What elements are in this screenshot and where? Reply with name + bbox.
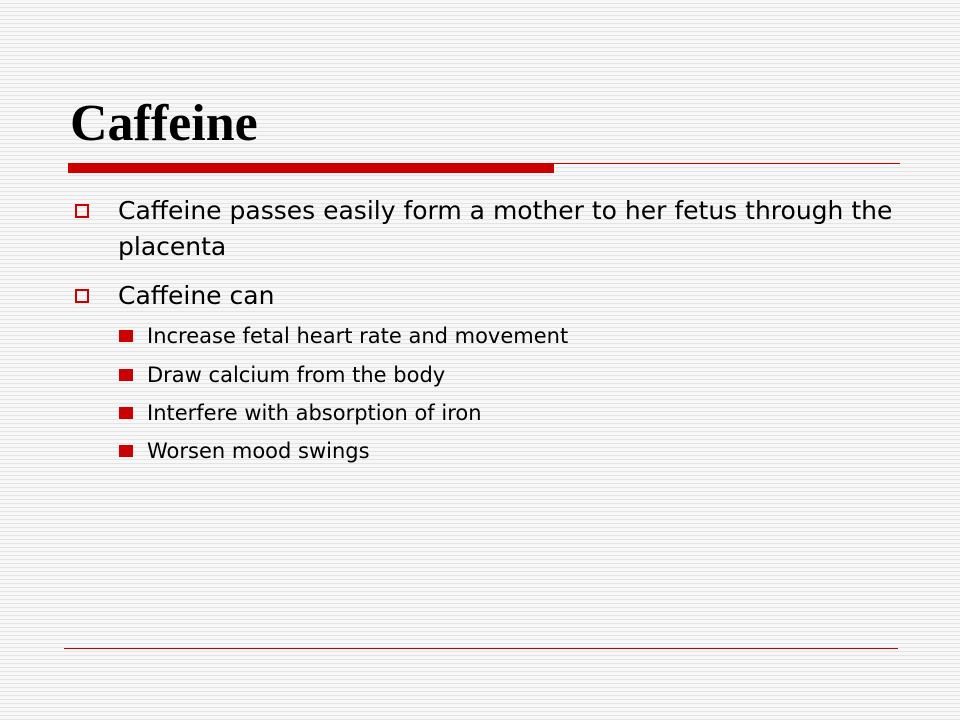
sub-bullet-item <box>147 361 907 389</box>
footer-rule <box>64 648 898 649</box>
title-underline-thin <box>554 163 900 164</box>
hollow-square-bullet-icon <box>75 204 89 218</box>
bullet-item <box>118 278 928 314</box>
sub-bullet-text: Increase fetal heart rate and movement <box>147 324 569 348</box>
slide-title: Caffeine <box>70 95 258 152</box>
filled-square-bullet-icon <box>119 445 133 457</box>
filled-square-bullet-icon <box>119 407 133 419</box>
sub-bullet-text: Draw calcium from the body <box>147 363 446 387</box>
title-underline-thick <box>68 163 554 173</box>
sub-bullet-text: Worsen mood swings <box>147 439 370 463</box>
sub-bullet-item <box>147 437 907 465</box>
filled-square-bullet-icon <box>119 330 133 342</box>
bullet-text: Caffeine can <box>118 281 275 310</box>
sub-bullet-text: Interfere with absorption of iron <box>147 401 482 425</box>
sub-bullet-item <box>147 399 907 427</box>
sub-bullet-item <box>147 322 907 350</box>
filled-square-bullet-icon <box>119 369 133 381</box>
hollow-square-bullet-icon <box>75 289 89 303</box>
bullet-text: Caffeine passes easily form a mother to her fetus through the placenta <box>118 196 893 261</box>
bullet-item <box>118 193 928 265</box>
